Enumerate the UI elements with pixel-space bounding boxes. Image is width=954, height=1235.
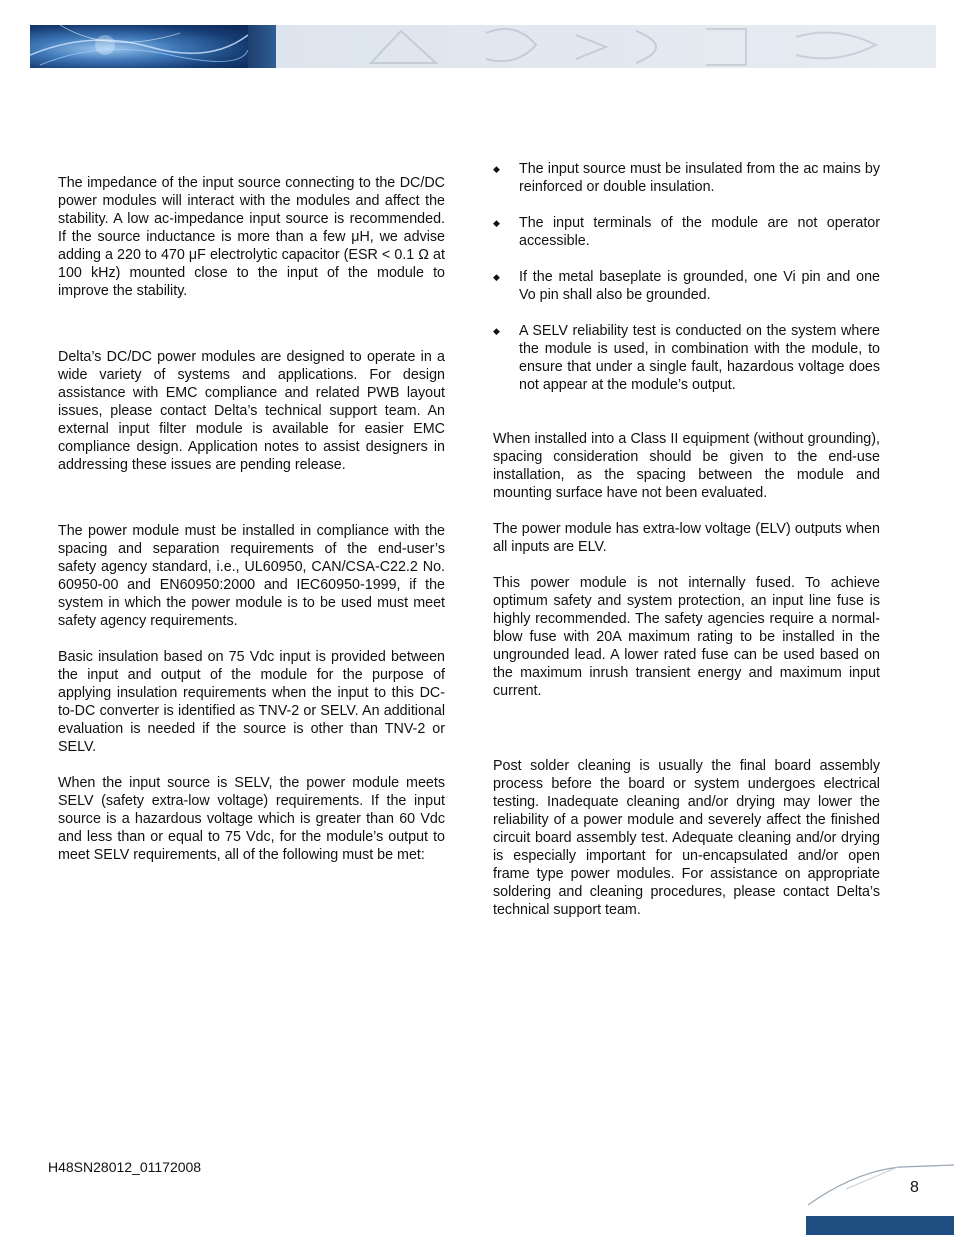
page-corner-graphic <box>806 1163 954 1235</box>
diamond-bullet-icon: ◆ <box>493 218 500 228</box>
diamond-bullet-icon: ◆ <box>493 326 500 336</box>
emc-paragraph: Delta’s DC/DC power modules are designed to operate in a wide variety of systems and applications. For design assistance with EMC compliance and related PWB layout issues, please contact Delta’s technical support team. An external input filter module is available for easier EMC compliance design. Application notes to assist designers in addressing these issues are pending release. <box>58 349 445 473</box>
banner-decoration <box>276 25 936 68</box>
list-item: ◆ The input source must be insulated from the ac mains by reinforced or double insulation. <box>493 161 880 195</box>
elv-outputs-paragraph: The power module has extra-low voltage (ELV) outputs when all inputs are ELV. <box>493 521 880 555</box>
list-item: ◆ A SELV reliability test is conducted on the system where the module is used, in combination with the module, to ensure that under a single fault, hazardous voltage does not appear at the module’s output. <box>493 323 880 393</box>
list-item: ◆ If the metal baseplate is grounded, one Vi pin and one Vo pin shall also be grounded. <box>493 269 880 303</box>
input-source-impedance-paragraph: The impedance of the input source connecting to the DC/DC power modules will interact with the modules and affect the stability. A low ac-impedance input source is recommended. If the source inductance is more than a few μH, we advise adding a 220 to 470 μF electrolytic capacitor (ESR < 0.1 Ω at 100 kHz) mounted close to the input of the module to improve the stability. <box>58 175 445 299</box>
document-code: H48SN28012_01172008 <box>48 1159 202 1175</box>
selv-requirements-paragraph: When the input source is SELV, the power module meets SELV (safety extra-low voltage) requirements. If the input source is a hazardous voltage which is greater than 60 Vdc and less than or equal to 75 Vdc, for the module’s output to meet SELV requirements, all of the following must be met: <box>58 775 445 863</box>
banner-strip <box>248 25 276 68</box>
left-column <box>58 174 445 864</box>
list-item: ◆ The input terminals of the module are not operator accessible. <box>493 215 880 249</box>
safety-compliance-paragraph: The power module must be installed in compliance with the spacing and separation requirements of the end-user’s safety agency standard, i.e., UL60950, CAN/CSA-C22.2 No. 60950-00 and EN60950:2000 and IEC60950-1999, if the system in which the power module is to be used must meet safety agency requirements. <box>58 523 445 629</box>
header-banner <box>30 25 936 68</box>
banner-circuit-image <box>30 25 248 68</box>
cleaning-paragraph: Post solder cleaning is usually the final board assembly process before the board or system undergoes electrical testing. Inadequate cleaning and/or drying may lower the reliability of a power module and severely affect the finished circuit board assembly test. Adequate cleaning and/or drying is especially important for un-encapsulated and/or open frame type power modules. For assistance on appropriate soldering and cleaning procedures, please contact Delta’s technical support team. <box>493 758 880 918</box>
input-fuse-paragraph: This power module is not internally fused. To achieve optimum safety and system protection, an input line fuse is highly recommended. The safety agencies require a normal-blow fuse with 20A maximum rating to be installed in the ungrounded lead. A lower rated fuse can be used based on the maximum inrush transient energy and maximum input current. <box>493 575 880 699</box>
selv-conditions-list <box>493 160 880 394</box>
basic-insulation-paragraph: Basic insulation based on 75 Vdc input is provided between the input and output of the module for the purpose of applying insulation requirements when the input to this DC-to-DC converter is identified as TNV-2 or SELV. An additional evaluation is needed if the source is other than TNV-2 or SELV. <box>58 649 445 755</box>
diamond-bullet-icon: ◆ <box>493 272 500 282</box>
class-ii-paragraph: When installed into a Class II equipment (without grounding), spacing consideration should be given to the end-use installation, as the spacing between the module and mounting surface have not been evaluated. <box>493 431 880 501</box>
page-number: 8 <box>910 1179 919 1196</box>
diamond-bullet-icon: ◆ <box>493 164 500 174</box>
right-column <box>493 160 880 919</box>
